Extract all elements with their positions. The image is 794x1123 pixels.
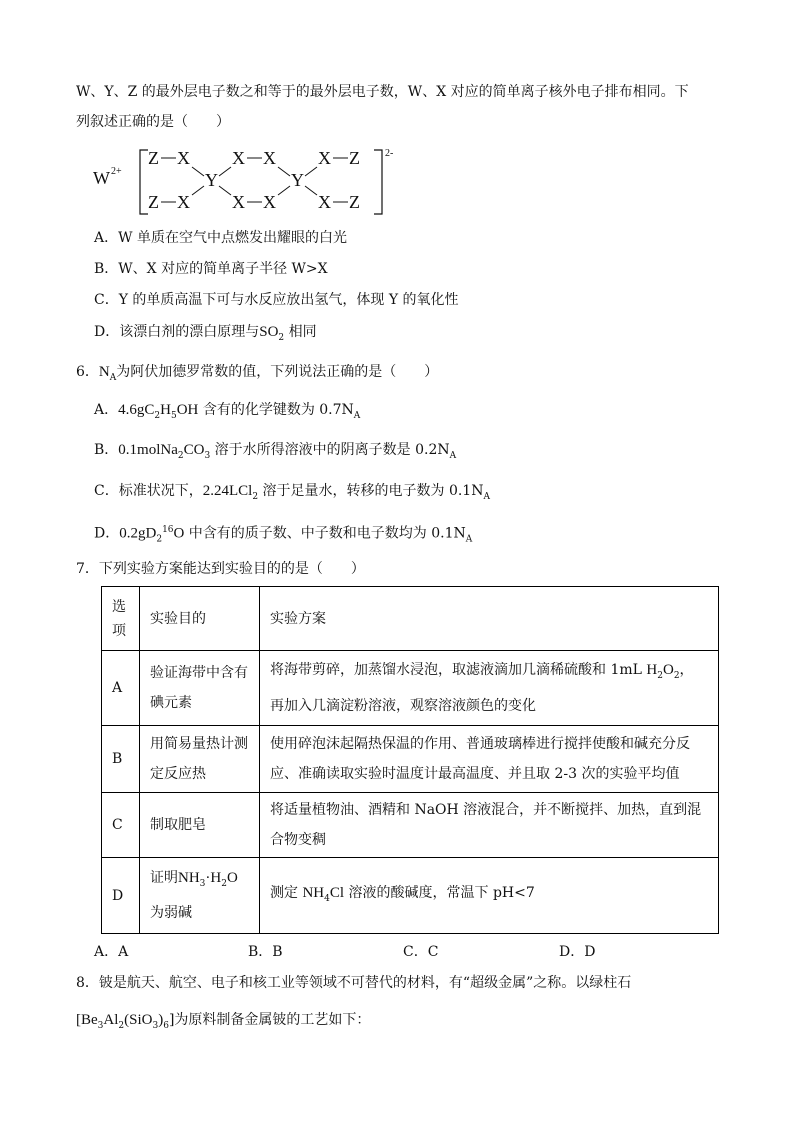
- q8-stem-line2: $[Be_3Al_2(SiO_3)_6]$为原料制备金属铍的工艺如下：: [76, 1012, 371, 1031]
- row-option: C: [102, 793, 140, 858]
- row-plan: 测定 $NH_4Cl$ 溶液的酸碱度，常温下 pH<7: [260, 858, 719, 934]
- row-purpose: 制取肥皂: [140, 793, 260, 858]
- row-plan: 将适量植物油、酒精和 NaOH 溶液混合，并不断搅拌、加热，直到混 合物变稠: [260, 793, 719, 858]
- q6-option-d: D．$0.2gD_2^{16}O$ 中含有的质子数、中子数和电子数均为 $0.1N_A$: [94, 525, 473, 545]
- q6-option-c: C．标准状况下，2.24LCl$_2$ 溶于足量水，转移的电子数为 $0.1N_A$: [94, 483, 490, 502]
- atom-x-mt1: X: [232, 148, 245, 168]
- atom-z-br: Z: [349, 192, 360, 212]
- header-plan: 实验方案: [260, 587, 719, 651]
- atom-z-tl: Z: [148, 148, 159, 168]
- q7-stem: 7．下列实验方案能达到实验目的的是（ ）: [76, 561, 365, 577]
- header-option: 选 项: [102, 587, 140, 651]
- left-bracket: [140, 150, 148, 214]
- cation-charge: 2+: [111, 166, 122, 177]
- q7-choice-a: A．A: [94, 944, 129, 960]
- q6-option-b: B．$0.1molNa_2CO_3$ 溶于水所得溶液中的阴离子数是 $0.2N_A$: [94, 442, 457, 461]
- atom-y-left: Y: [205, 170, 218, 190]
- table-row: [102, 651, 719, 726]
- q5-option-b: B．W、X 对应的简单离子半径 W>X: [94, 261, 328, 277]
- q6-option-a: A．$4.6gC_2H_5OH$ 含有的化学键数为 $0.7N_A$: [94, 402, 361, 421]
- q6-stem: 6．$N_A$为阿伏加德罗常数的值，下列说法正确的是（ ）: [76, 364, 439, 383]
- q8-stem-line1: 8．铍是航天、航空、电子和核工业等领域不可替代的材料，有“超级金属”之称。以绿柱石: [76, 975, 632, 991]
- q5-option-a: A．W 单质在空气中点燃发出耀眼的白光: [94, 230, 347, 246]
- row-plan: 将海带剪碎，加蒸馏水浸泡，取滤液滴加几滴稀硫酸和 1mL $H_2O_2$， 再加入几滴淀粉溶液，观察溶液颜色的变化: [260, 651, 719, 726]
- row-plan: 使用碎泡沫起隔热保温的作用、普通玻璃棒进行搅拌使酸和碱充分反 应、准确读取实验时温度计最高温度、并且取 2-3 次的实验平均值: [260, 726, 719, 793]
- atom-y-right: Y: [291, 170, 304, 190]
- atom-x-tr: X: [318, 148, 331, 168]
- q5-structure-diagram: [90, 142, 410, 220]
- atom-x-mt2: X: [263, 148, 276, 168]
- q7-choice-b: B．B: [248, 944, 283, 960]
- row-purpose: 验证海带中含有 碘元素: [140, 651, 260, 726]
- atom-x-mb1: X: [232, 192, 245, 212]
- row-option: D: [102, 858, 140, 934]
- q5-stem-line1: W、Y、Z 的最外层电子数之和等于的最外层电子数，W、X 对应的简单离子核外电子排布相同。下: [76, 84, 689, 100]
- table-row: [102, 793, 719, 858]
- q7-experiment-table: [101, 586, 719, 934]
- row-option: B: [102, 726, 140, 793]
- q7-choice-d: D．D: [559, 944, 596, 960]
- atom-x-br: X: [318, 192, 331, 212]
- atom-z-bl: Z: [148, 192, 159, 212]
- q5-stem-line2: 列叙述正确的是（ ）: [76, 114, 230, 130]
- q7-choice-c: C．C: [403, 944, 439, 960]
- row-option: A: [102, 651, 140, 726]
- row-purpose: 证明$NH_3\cdot H_2O$ 为弱碱: [140, 858, 260, 934]
- row-purpose: 用简易量热计测 定反应热: [140, 726, 260, 793]
- atom-z-tr: Z: [349, 148, 360, 168]
- anion-charge: 2-: [385, 148, 394, 159]
- atom-x-mb2: X: [263, 192, 276, 212]
- right-bracket: [374, 150, 382, 214]
- header-purpose: 实验目的: [140, 587, 260, 651]
- atom-x-bl: X: [177, 192, 190, 212]
- cation-symbol: W: [93, 168, 110, 188]
- q5-option-c: C．Y 的单质高温下可与水反应放出氢气，体现 Y 的氧化性: [94, 292, 459, 308]
- table-row: [102, 858, 719, 934]
- q5-option-d: D．该漂白剂的漂白原理与$SO_2$ 相同: [94, 324, 317, 343]
- table-header-row: [102, 587, 719, 651]
- table-row: [102, 726, 719, 793]
- atom-x-tl: X: [177, 148, 190, 168]
